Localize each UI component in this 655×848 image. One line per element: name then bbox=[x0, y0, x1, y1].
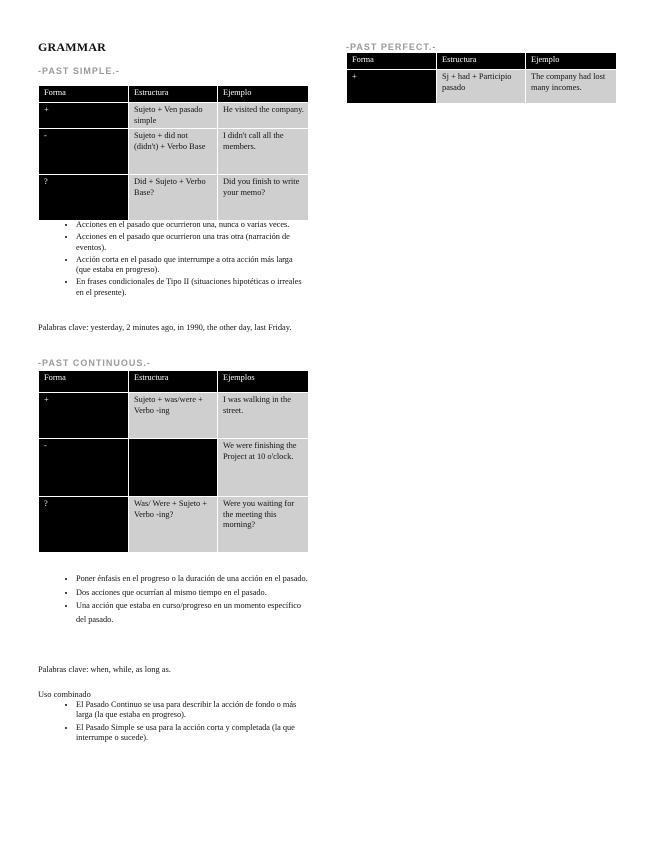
header-estructura: Estructura bbox=[129, 371, 218, 393]
table-row bbox=[39, 103, 309, 129]
combined-use-title: Uso combinado bbox=[38, 690, 91, 699]
past-simple-heading: -PAST SIMPLE.- bbox=[38, 66, 120, 76]
forma-cell: + bbox=[347, 70, 437, 104]
list-item: • En frases condicionales de Tipo II (situaciones hipotéticas o irreales en el presente). bbox=[76, 277, 308, 298]
ejemplo-cell: Did you finish to write your memo? bbox=[218, 175, 309, 221]
header-forma: Forma bbox=[39, 371, 129, 393]
ejemplo-cell: We were finishing the Project at 10 o'clock. bbox=[218, 439, 309, 497]
ejemplo-cell: The company had lost many incomes. bbox=[526, 70, 617, 104]
forma-cell: + bbox=[39, 393, 129, 439]
past-continuous-keywords: Palabras clave: when, while, as long as. bbox=[38, 665, 171, 674]
header-estructura: Estructura bbox=[129, 86, 218, 103]
past-simple-uses bbox=[38, 220, 308, 300]
header-ejemplos: Ejemplos bbox=[218, 371, 309, 393]
table-row bbox=[347, 70, 617, 104]
estructura-cell bbox=[129, 439, 218, 497]
estructura-cell: Was/ Were + Sujeto + Verbo -ing? bbox=[129, 497, 218, 553]
estructura-cell: Did + Sujeto + Verbo Base? bbox=[129, 175, 218, 221]
table-row bbox=[39, 175, 309, 221]
estructura-cell: Sujeto + did not (didn't) + Verbo Base bbox=[129, 129, 218, 175]
table-row bbox=[39, 393, 309, 439]
ejemplo-cell: I didn't call all the members. bbox=[218, 129, 309, 175]
list-item: • Dos acciones que ocurrían al mismo tiempo en el pasado. bbox=[76, 586, 308, 600]
list-item: • Acción corta en el pasado que interrumpe a otra acción más larga (que estaba en progreso). bbox=[76, 255, 308, 276]
list-item: • Poner énfasis en el progreso o la duración de una acción en el pasado. bbox=[76, 572, 308, 586]
estructura-cell: Sujeto + Ven pasado simple bbox=[129, 103, 218, 129]
table-header-row bbox=[39, 371, 309, 393]
header-ejemplo: Ejemplo bbox=[218, 86, 309, 103]
header-estructura: Estructura bbox=[437, 53, 526, 70]
list-item: • El Pasado Simple se usa para la acción corta y completada (la que interrumpe o sucede). bbox=[76, 723, 308, 744]
table-row bbox=[39, 439, 309, 497]
forma-cell: - bbox=[39, 129, 129, 175]
list-item: • Acciones en el pasado que ocurrieron una, nunca o varias veces. bbox=[76, 220, 308, 230]
estructura-cell: Sj + had + Participio pasado bbox=[437, 70, 526, 104]
header-forma: Forma bbox=[39, 86, 129, 103]
page-title: GRAMMAR bbox=[38, 40, 107, 54]
past-perfect-table bbox=[346, 52, 617, 104]
ejemplo-cell: He visited the company. bbox=[218, 103, 309, 129]
past-simple-keywords: Palabras clave: yesterday, 2 minutes ago, in 1990, the other day, last Friday. bbox=[38, 323, 292, 332]
forma-cell: - bbox=[39, 439, 129, 497]
list-item: • Una acción que estaba en curso/progreso en un momento específico del pasado. bbox=[76, 599, 308, 626]
past-perfect-heading: -PAST PERFECT.- bbox=[346, 42, 437, 52]
table-row bbox=[39, 497, 309, 553]
past-simple-table bbox=[38, 85, 309, 221]
table-row bbox=[39, 129, 309, 175]
past-continuous-uses bbox=[38, 572, 308, 626]
past-continuous-heading: -PAST CONTINUOUS.- bbox=[38, 358, 151, 368]
forma-cell: ? bbox=[39, 497, 129, 553]
past-continuous-table bbox=[38, 370, 309, 553]
ejemplo-cell: I was walking in the street. bbox=[218, 393, 309, 439]
list-item: • El Pasado Continuo se usa para describir la acción de fondo o más larga (la que estaba en progreso). bbox=[76, 700, 308, 721]
forma-cell: ? bbox=[39, 175, 129, 221]
estructura-cell: Sujeto + was/were + Verbo -ing bbox=[129, 393, 218, 439]
table-header-row bbox=[347, 53, 617, 70]
table-header-row bbox=[39, 86, 309, 103]
combined-use-list bbox=[38, 700, 308, 745]
list-item: • Acciones en el pasado que ocurrieron una tras otra (narración de eventos). bbox=[76, 232, 308, 253]
forma-cell: + bbox=[39, 103, 129, 129]
header-ejemplo: Ejemplo bbox=[526, 53, 617, 70]
ejemplo-cell: Were you waiting for the meeting this morning? bbox=[218, 497, 309, 553]
header-forma: Forma bbox=[347, 53, 437, 70]
